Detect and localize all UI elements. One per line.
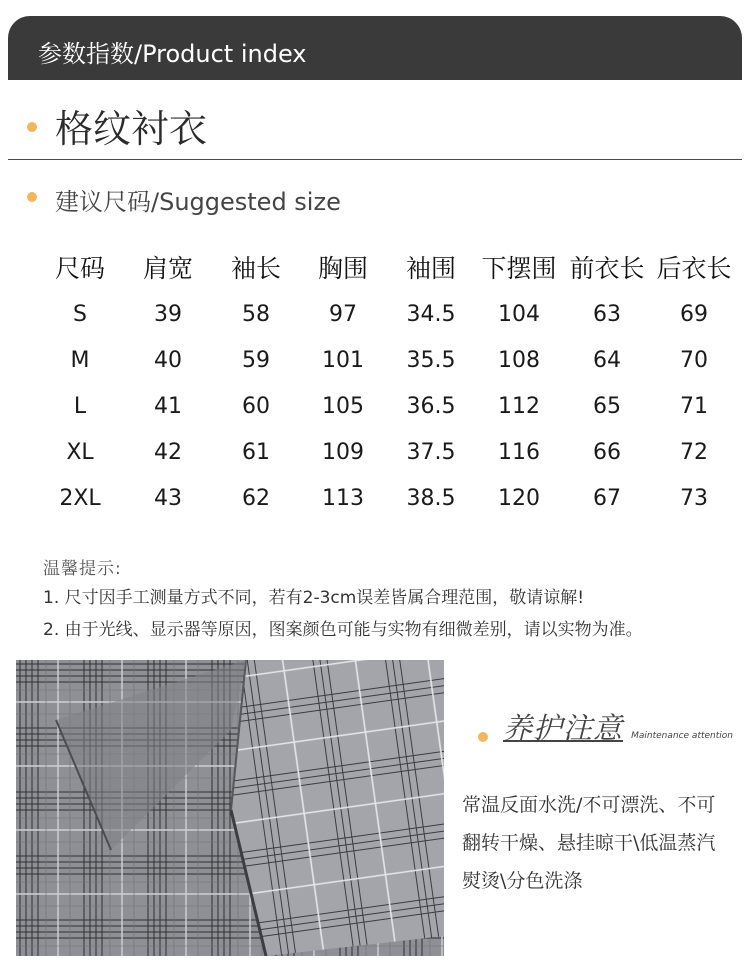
table-row: [36, 338, 740, 384]
table-cell: 73: [680, 486, 708, 511]
bullet-dot: [27, 192, 37, 202]
table-cell: 101: [322, 348, 364, 373]
table-cell: 60: [242, 394, 270, 419]
care-subtitle: Maintenance attention: [631, 731, 733, 741]
table-cell: 34.5: [406, 302, 456, 327]
table-row: [36, 476, 740, 522]
bullet-dot: [478, 732, 488, 742]
table-cell: 71: [680, 394, 708, 419]
size-table: [36, 246, 740, 522]
table-cell: 108: [498, 348, 540, 373]
table-cell: 113: [322, 486, 364, 511]
table-cell: 67: [593, 486, 621, 511]
table-cell: 69: [680, 302, 708, 327]
bullet-dot: [27, 122, 37, 132]
table-cell: 40: [154, 348, 182, 373]
table-cell: 37.5: [406, 440, 456, 465]
size-table-header: [36, 246, 740, 292]
table-cell: 112: [498, 394, 540, 419]
column-header: 袖围: [405, 254, 456, 283]
divider: [8, 159, 742, 160]
table-cell: 72: [680, 440, 708, 465]
care-heading: [503, 706, 733, 747]
product-name: 格纹衬衣: [55, 107, 208, 151]
table-cell: 42: [154, 440, 182, 465]
column-header: 下摆围: [481, 254, 557, 283]
table-cell: XL: [66, 440, 94, 465]
size-heading: 建议尺码/Suggested size: [55, 188, 341, 216]
table-cell: 70: [680, 348, 708, 373]
fabric-photo: [16, 660, 444, 956]
table-cell: 120: [498, 486, 540, 511]
table-cell: 97: [329, 302, 357, 327]
table-cell: 64: [593, 348, 621, 373]
care-line: 熨烫\分色洗涤: [462, 870, 583, 892]
column-header: 肩宽: [142, 254, 193, 283]
table-cell: 39: [154, 302, 182, 327]
table-row: [36, 292, 740, 338]
table-cell: S: [73, 302, 87, 327]
table-cell: 59: [242, 348, 270, 373]
care-line: 常温反面水洗/不可漂洗、不可: [462, 794, 716, 816]
table-cell: 35.5: [406, 348, 456, 373]
table-cell: 66: [593, 440, 621, 465]
table-cell: 2XL: [59, 486, 101, 511]
table-cell: L: [73, 394, 87, 419]
table-cell: 105: [322, 394, 364, 419]
table-cell: 43: [154, 486, 182, 511]
table-cell: 65: [593, 394, 621, 419]
table-cell: 58: [242, 302, 270, 327]
table-row: [36, 430, 740, 476]
column-header: 前衣长: [569, 254, 645, 283]
table-cell: 36.5: [406, 394, 456, 419]
column-header: 袖长: [230, 254, 281, 283]
table-cell: 109: [322, 440, 364, 465]
notes: [43, 556, 743, 646]
table-cell: 116: [498, 440, 540, 465]
column-header: 尺码: [54, 254, 105, 283]
care-title: 养护注意: [503, 711, 624, 745]
header-bar: [8, 16, 742, 80]
notes-title: 温馨提示:: [43, 559, 122, 579]
table-cell: 38.5: [406, 486, 456, 511]
table-cell: 104: [498, 302, 540, 327]
note-line: 2. 由于光线、显示器等原因，图案颜色可能与实物有细微差别，请以实物为准。: [43, 620, 643, 640]
table-cell: M: [70, 348, 90, 373]
table-cell: 41: [154, 394, 182, 419]
care-text: [462, 786, 738, 900]
table-cell: 63: [593, 302, 621, 327]
care-line: 翻转干燥、悬挂晾干\低温蒸汽: [462, 832, 716, 854]
column-header: 后衣长: [656, 254, 732, 283]
note-line: 1. 尺寸因手工测量方式不同，若有2-3cm误差皆属合理范围，敬请谅解!: [43, 588, 585, 608]
table-cell: 61: [242, 440, 270, 465]
table-cell: 62: [242, 486, 270, 511]
table-row: [36, 384, 740, 430]
header-title: 参数指数/Product index: [38, 40, 307, 68]
column-header: 胸围: [317, 254, 368, 283]
